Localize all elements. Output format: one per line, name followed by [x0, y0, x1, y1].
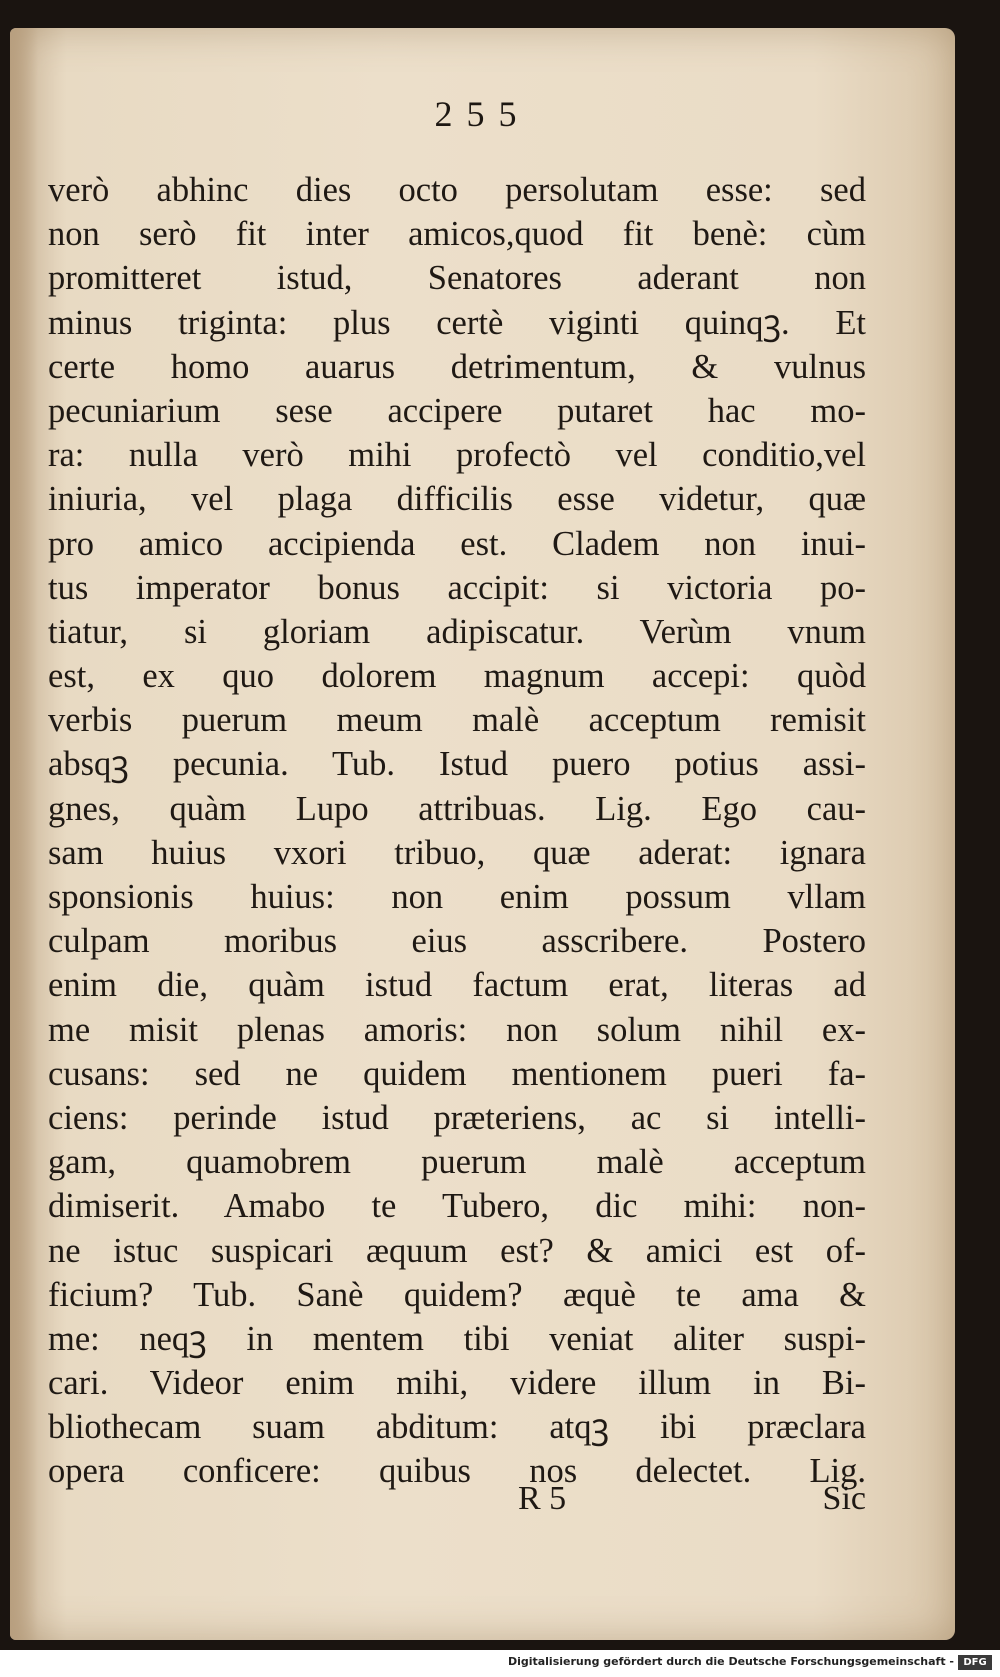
text-line: promitteret istud, Senatores aderant non — [48, 259, 866, 298]
signature-mark: R 5 — [518, 1480, 567, 1517]
digitization-footer — [0, 1652, 1000, 1674]
text-line: tiatur, si gloriam adipiscatur. Verùm vnum — [48, 612, 866, 651]
text-line: gnes, quàm Lupo attribuas. Lig. Ego cau- — [48, 789, 866, 828]
text-line: ne istuc suspicari æquum est? & amici est of- — [48, 1231, 866, 1270]
text-line: gam, quamobrem puerum malè acceptum — [48, 1143, 866, 1182]
text-line: dimiserit. Amabo te Tubero, dic mihi: non- — [48, 1187, 866, 1226]
text-line: verò abhinc dies octo persolutam esse: sed — [48, 171, 866, 209]
text-line: absqꝫ pecunia. Tub. Istud puero potius assi- — [48, 745, 866, 784]
text-line: opera conficere: quibus nos delectet. Lig. — [48, 1452, 866, 1491]
text-line: cusans: sed ne quidem mentionem pueri fa- — [48, 1054, 866, 1093]
text-line: bliothecam suam abditum: atqꝫ ibi præclara — [48, 1408, 866, 1447]
page-foot — [48, 1480, 866, 1524]
text-line: cari. Videor enim mihi, videre illum in Bi- — [48, 1364, 866, 1403]
text-line: tus imperator bonus accipit: si victoria po- — [48, 568, 866, 607]
text-line: ficium? Tub. Sanè quidem? æquè te ama & — [48, 1275, 866, 1314]
text-line: ciens: perinde istud præteriens, ac si intelli- — [48, 1098, 866, 1137]
book-page — [10, 28, 955, 1640]
text-line: iniuria, vel plaga difficilis esse videtur, quæ — [48, 480, 866, 519]
text-line: ra: nulla verò mihi profectò vel conditio,vel — [48, 436, 866, 475]
text-line: sam huius vxori tribuo, quæ aderat: ignara — [48, 833, 866, 872]
text-line: sponsionis huius: non enim possum vllam — [48, 878, 866, 916]
text-line: me: neqꝫ in mentem tibi veniat aliter suspi- — [48, 1319, 866, 1358]
text-line: enim die, quàm istud factum erat, literas ad — [48, 966, 866, 1005]
text-line: certe homo auarus detrimentum, & vulnus — [48, 347, 866, 386]
text-line: est, ex quo dolorem magnum accepi: quòd — [48, 657, 866, 696]
dfg-logo: DFG — [958, 1655, 992, 1670]
funding-credit: Digitalisierung gefördert durch die Deutsche Forschungsgemeinschaft - — [507, 1655, 954, 1668]
text-line: verbis puerum meum malè acceptum remisit — [48, 701, 866, 740]
text-line: non serò fit inter amicos,quod fit benè: cùm — [48, 215, 866, 254]
text-line: minus triginta: plus certè viginti quinqꝫ. Et — [48, 303, 866, 342]
page-number: 255 — [434, 94, 531, 134]
text-line: pecuniarium sese accipere putaret hac mo- — [48, 391, 866, 430]
page-gutter-shadow — [10, 28, 38, 1640]
catchword: Sic — [822, 1480, 866, 1517]
text-line: culpam moribus eius asscribere. Postero — [48, 922, 866, 961]
body-text — [48, 168, 866, 1494]
text-line: me misit plenas amoris: non solum nihil ex- — [48, 1010, 866, 1049]
text-line: pro amico accipienda est. Cladem non inui- — [48, 524, 866, 563]
